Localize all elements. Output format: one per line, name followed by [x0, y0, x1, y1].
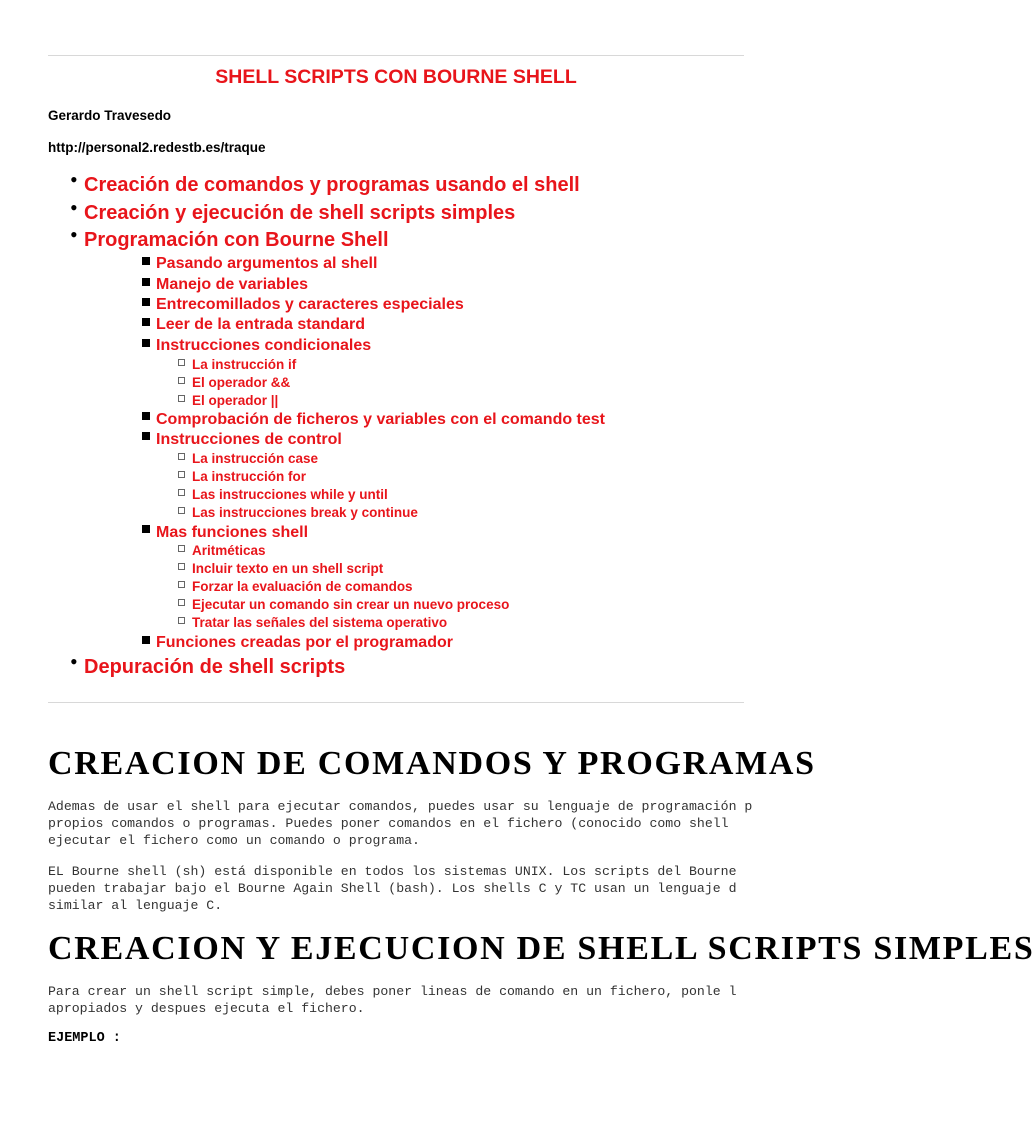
toc-link-and[interactable]: El operador &&: [192, 375, 291, 390]
bullet-box-icon: [178, 471, 185, 478]
toc-link-incluir-texto[interactable]: Incluir texto en un shell script: [192, 561, 384, 576]
bullet-box-icon: [178, 563, 185, 570]
bullet-square-icon: [142, 339, 150, 347]
toc-link-senales[interactable]: Tratar las señales del sistema operativo: [192, 615, 448, 630]
bullet-box-icon: [178, 489, 185, 496]
toc-link-for[interactable]: La instrucción for: [192, 469, 307, 484]
top-divider: [48, 55, 744, 56]
paragraph-line: similar al lenguaje C.: [48, 898, 223, 913]
toc-link-creacion-ejecucion[interactable]: Creación y ejecución de shell scripts simples: [84, 202, 516, 224]
bullet-square-icon: [142, 298, 150, 306]
section-heading-creacion-comandos: CREACION DE COMANDOS Y PROGRAMAS: [48, 745, 816, 782]
bullet-square-icon: [142, 412, 150, 420]
toc-link-programacion[interactable]: Programación con Bourne Shell: [84, 229, 389, 251]
bullet-square-icon: [142, 636, 150, 644]
author-url: http://personal2.redestb.es/traque: [48, 140, 266, 155]
bullet-square-icon: [142, 525, 150, 533]
toc-link-condicionales[interactable]: Instrucciones condicionales: [156, 337, 372, 354]
toc-link-funciones-programador[interactable]: Funciones creadas por el programador: [156, 634, 453, 651]
toc-link-break-continue[interactable]: Las instrucciones break y continue: [192, 505, 418, 520]
bullet-dot-icon: •: [70, 649, 78, 674]
toc-link-control[interactable]: Instrucciones de control: [156, 431, 342, 448]
toc-link-test[interactable]: Comprobación de ficheros y variables con el comando test: [156, 411, 606, 428]
bullet-square-icon: [142, 432, 150, 440]
bullet-square-icon: [142, 318, 150, 326]
toc-link-or[interactable]: El operador ||: [192, 393, 279, 408]
paragraph-line: propios comandos o programas. Puedes poner comandos en el fichero (conocido como shell: [48, 816, 729, 831]
toc-link-while-until[interactable]: Las instrucciones while y until: [192, 487, 388, 502]
bullet-box-icon: [178, 377, 185, 384]
paragraph-line: apropiados y despues ejecuta el fichero.: [48, 1001, 365, 1016]
bullet-square-icon: [142, 278, 150, 286]
toc-divider: [48, 702, 744, 703]
example-label: EJEMPLO :: [48, 1031, 121, 1046]
toc-link-case[interactable]: La instrucción case: [192, 451, 319, 466]
bullet-dot-icon: •: [70, 167, 78, 192]
toc-link-depuracion[interactable]: Depuración de shell scripts: [84, 656, 346, 678]
bullet-box-icon: [178, 359, 185, 366]
bullet-box-icon: [178, 507, 185, 514]
toc-link-forzar-evaluacion[interactable]: Forzar la evaluación de comandos: [192, 579, 413, 594]
paragraph-line: ejecutar el fichero como un comando o programa.: [48, 833, 420, 848]
bullet-square-icon: [142, 257, 150, 265]
author: Gerardo Travesedo: [48, 108, 172, 123]
paragraph-line: EL Bourne shell (sh) está disponible en todos los sistemas UNIX. Los scripts del Bourne: [48, 864, 737, 879]
toc-link-argumentos[interactable]: Pasando argumentos al shell: [156, 255, 378, 272]
toc-link-if[interactable]: La instrucción if: [192, 357, 297, 372]
bullet-box-icon: [178, 545, 185, 552]
bullet-box-icon: [178, 395, 185, 402]
bullet-dot-icon: •: [70, 222, 78, 247]
toc-link-aritmeticas[interactable]: Aritméticas: [192, 543, 266, 558]
bullet-box-icon: [178, 453, 185, 460]
bullet-box-icon: [178, 617, 185, 624]
toc-link-variables[interactable]: Manejo de variables: [156, 276, 309, 293]
bullet-box-icon: [178, 599, 185, 606]
paragraph-line: Para crear un shell script simple, debes poner lineas de comando en un fichero, ponle l: [48, 984, 737, 999]
toc-link-entrecomillados[interactable]: Entrecomillados y caracteres especiales: [156, 296, 464, 313]
bullet-dot-icon: •: [70, 195, 78, 220]
toc-link-mas-funciones[interactable]: Mas funciones shell: [156, 524, 309, 541]
toc-link-ejecutar-sin-proceso[interactable]: Ejecutar un comando sin crear un nuevo proceso: [192, 597, 510, 612]
toc-link-entrada-standard[interactable]: Leer de la entrada standard: [156, 316, 365, 333]
toc-link-creacion-comandos[interactable]: Creación de comandos y programas usando el shell: [84, 174, 580, 196]
bullet-box-icon: [178, 581, 185, 588]
section-heading-creacion-ejecucion: CREACION Y EJECUCION DE SHELL SCRIPTS SIMPLES: [48, 930, 1035, 967]
paragraph-line: pueden trabajar bajo el Bourne Again Shell (bash). Los shells C y TC usan un lenguaje d: [48, 881, 737, 896]
page-title: SHELL SCRIPTS CON BOURNE SHELL: [215, 66, 577, 88]
paragraph-line: Ademas de usar el shell para ejecutar comandos, puedes usar su lenguaje de programación p: [48, 799, 753, 814]
